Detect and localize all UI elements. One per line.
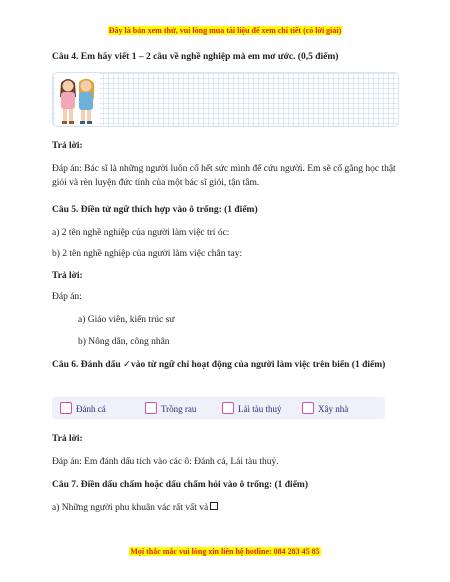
option-lai-tau-thuy[interactable] — [222, 402, 282, 416]
question-6-title-prefix: Câu 6. Đánh dấu — [52, 360, 121, 370]
question-7-item-a-text: a) Những người phu khuân vác rất vất vả — [52, 503, 209, 513]
checkbox-icon[interactable] — [60, 402, 72, 414]
option-danh-ca[interactable] — [60, 402, 106, 416]
question-4-writing-grid[interactable] — [52, 72, 399, 127]
question-5-item-b: b) 2 tên nghề nghiệp của người làm việc chân tay: — [52, 249, 243, 259]
question-6-title-suffix: vào từ ngữ chỉ hoạt động của người làm việc trên biển (1 điểm) — [130, 360, 386, 370]
option-label: Lái tàu thuỷ — [238, 404, 282, 414]
question-6-options — [52, 397, 385, 419]
two-girls-illustration — [55, 73, 99, 126]
question-5-answer-b: b) Nông dân, công nhân — [78, 337, 170, 347]
option-label: Trồng rau — [161, 404, 197, 414]
checkbox-icon[interactable] — [302, 402, 314, 414]
option-label: Đánh cá — [76, 404, 106, 414]
question-4-answer: Đáp án: Bác sĩ là những người luôn cố hết sức mình để cứu người. Em sẽ cố gắng học thật giỏi và rèn luyện đức tính của một bác sĩ giỏi, tận tâm. — [52, 164, 396, 188]
question-7-title: Câu 7. Điền dấu chấm hoặc dấu chấm hỏi vào ô trống: (1 điểm) — [52, 480, 308, 490]
question-5-answer-intro: Đáp án: — [52, 292, 82, 302]
question-6-answer: Đáp án: Em đánh dấu tích vào các ô: Đánh cá, Lái tàu thuỷ. — [52, 457, 279, 467]
hotline-notice-text: Mọi thắc mắc vui lòng xin liên hệ hotline: 084 283 45 85 — [130, 547, 320, 556]
checkbox-icon[interactable] — [145, 402, 157, 414]
checkbox-icon[interactable] — [222, 402, 234, 414]
question-6-answer-label: Trả lời: — [52, 434, 83, 444]
question-4-title: Câu 4. Em hãy viết 1 – 2 câu về nghề nghiệp mà em mơ ước. (0,5 điểm) — [52, 52, 339, 62]
question-5-answer-a: a) Giáo viên, kiến trúc sư — [78, 315, 175, 325]
question-5-title: Câu 5. Điền từ ngữ thích hợp vào ô trống: (1 điểm) — [52, 205, 258, 215]
question-5-answer-label: Trả lời: — [52, 271, 83, 281]
question-6-title — [52, 358, 397, 373]
question-5-item-a: a) 2 tên nghề nghiệp của người làm việc trí óc: — [52, 228, 230, 238]
option-label: Xây nhà — [318, 404, 349, 414]
question-4-answer-label: Trả lời: — [52, 141, 83, 151]
preview-notice — [0, 26, 450, 35]
answer-box-icon[interactable] — [210, 502, 218, 510]
preview-notice-text: Đây là bản xem thử, vui lòng mua tài liệu để xem chi tiết (có lời giải) — [108, 26, 342, 35]
option-trong-rau[interactable] — [145, 402, 196, 416]
checkmark-icon: ✓ — [123, 359, 131, 370]
option-xay-nha[interactable] — [302, 402, 348, 416]
question-7-item-a — [52, 502, 397, 516]
hotline-notice — [0, 547, 450, 556]
